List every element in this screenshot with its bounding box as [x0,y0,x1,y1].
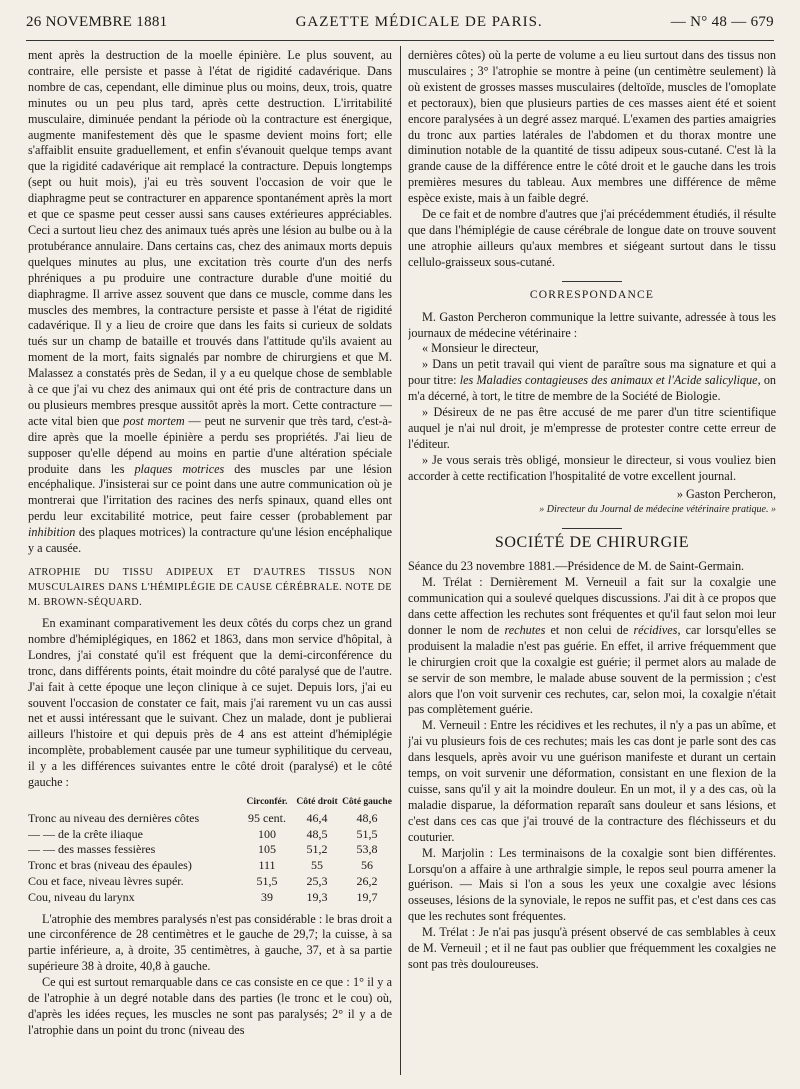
paragraph-atrophie-membres: L'atrophie des membres paralysés n'est pas considérable : le bras droit a une circonférence de 28 centimètres et le gauche de 29,7; la cuisse, à sa partie inférieure, a, à droite, 35 centimètres, à gauche, 37, et à sa partie supérieure 38 à droite, 40,8 à gauche. [28,911,392,974]
journal-title: GAZETTE MÉDICALE DE PARIS. [295,14,543,30]
table-row: — — de la crête iliaque 100 48,5 51,5 [28,826,378,841]
table-row: Tronc au niveau des dernières côtes 95 cent. 46,4 48,6 [28,810,378,825]
left-column [28,48,392,1079]
header-rule [26,40,774,41]
table-header-label [28,795,242,811]
section-title-correspondance: CORRESPONDANCE [529,288,655,301]
section-title-societe-chirurgie: SOCIÉTÉ DE CHIRURGIE [494,534,690,552]
paragraph-examen: En examinant comparativement les deux côtés du corps chez un grand nombre d'hémiplégiques, en 1862 et 1863, dans mon service d'hôpital, à Londres, j'ai constaté qu'il est fréquent que la demi-circonférence du tronc, dans différents points, était moindre du côté paralysé que de l'autre. J'ai fait à cette époque une leçon clinique à ce sujet. Depuis lors, j'ai eu souvent l'occasion de constater ce fait, mais j'ai rarement vu un cas aussi net et aussi intéressant que le suivant. Chez un malade, dont je publierai ailleurs l'histoire et qui depuis près de 4 ans est atteint d'hémiplégie incomplète, probablement causée par une tumeur syphilitique du cerveau, il y a les différences suivantes entre le côté droit (paralysé) et le côté gauche : [28,616,392,790]
paragraph-verneuil: M. Verneuil : Entre les récidives et les rechutes, il n'y a pas un abîme, et j'ai vu plusieurs fois de ces rechutes; mais les cas dont je parle sont des cas dans lesquels, après avoir vu une guérison manifeste et durant un certain temps, on voit survenir une déformation, consistant en une flexion de la cuisse, sans qu'il y ait la moindre douleur. En un mot, il y a des cas, où la maladie disparue, la déformation reparaît sans douleur et sans lésions, et c'est dans ces cas que j'ai trouvé de la contracture des fléchisseurs et du couturier. [408,718,776,844]
paragraph-conclusion: De ce fait et de nombre d'autres que j'ai précédemment étudiés, il résulte que dans l'hémiplégie de cause cérébrale de longue date on trouve souvent une atrophie ailleurs qu'aux membres et siégeant surtout dans le tissu cellulo-graisseux sous-cutané. [408,207,776,269]
section-rule [562,281,622,282]
paragraph-trelat: M. Trélat : Dernièrement M. Verneuil a fait sur la coxalgie une communication qui a soulevé quelques discussions. J'ai dit à ce propos que dans cette affection les rechutes sont fréquentes et qu'il faut selon moi leur donner le nom de rechutes et non celui de récidives, car lorsqu'elles se produisent la maladie n'est pas guérie. En effet, il arrive fréquemment que le chirurgien croit que la coxalgie est guérie; il permet alors au malade de se servir de son membre, le malade abuse souvent de la permission ; c'est alors que l'on voit survenir ces rechutes, car, selon moi, la coxalgie n'était pas complètement guérie. [408,575,776,717]
letter-paragraph: » Désireux de ne pas être accusé de me parer d'un titre scientifique auquel je n'ai nul droit, je m'empresse de protester contre cette erreur de l'éditeur. [408,405,776,451]
table-row: Cou, niveau du larynx 39 19,3 19,7 [28,889,378,904]
column-divider [400,46,401,1075]
paragraph-marjolin: M. Marjolin : Les terminaisons de la coxalgie sont bien différentes. Lorsqu'on a affaire à une arthralgie simple, le repos seul pourra amener la guérison. — Mais si l'on a sous les yeux une coxalgie avec lésions osseuses, lésions de la synoviale, le repos ne suffit pas, et c'est dans ces cas que les rechutes sont fréquentes. [408,845,776,924]
letter-salutation: « Monsieur le directeur, [422,341,539,356]
paragraph-remarquable: Ce qui est surtout remarquable dans ce cas consiste en ce que : 1° il y a de l'atrophie à un degré notable dans des parties (le tronc et le cou) où, d'après les idées reçues, les muscles ne sont pas paralysés; 2° il y a de l'atrophie dans un point du tronc (niveau des [28,975,392,1037]
header-issue-page: — N° 48 — 679 [670,14,774,30]
section-rule [562,528,622,529]
header-date: 26 NOVEMBRE 1881 [26,14,168,30]
letter-paragraph: » Dans un petit travail qui vient de paraître sous ma signature et qui a pour titre: les Maladies contagieuses des animaux et l'Acide salicylique, on m'a décerné, à tort, le titre de membre de la Société de Biologie. [408,357,776,404]
page-header [26,14,774,38]
table-row: — — des masses fessières 105 51,2 53,8 [28,842,378,857]
letter-signature-title: » Directeur du Journal de médecine vétérinaire pratique. » [539,504,776,516]
paragraph-contracture: ment après la destruction de la moelle épinière. Le plus souvent, au contraire, elle persiste et passe à l'état de rigidité cadavérique. Dans nombre de cas, cependant, elle diminue plus ou moins, deux, trois, quatre minutes ou un peu plus tard, après cette destruction. L'irritabilité musculaire, diminuée pendant la période où la contracture est énergique, augmente manifestement dès que le spasme devient moins fort; elle s'affaiblit ensuite graduellement, et enfin s'évanouit quelque temps avant que la rigidité cadavérique ait remplacé la contracture. Depuis longtemps (sept ou huit mois), j'ai eu très souvent l'occasion de voir que le diaphragme peut se contracturer en apparence spontanément après la mort et que ce spasme peut cesser aussi sans causes extérieures appréciables. Ceci a surtout lieu chez des animaux tués après une lésion au bulbe ou à la protubérance annulaire. Dans certains cas, chez des animaux morts depuis quelques minutes au plus, une excitation très courte d'un des nerfs phréniques a pu produire une contracture durable d'une moitié du diaphragme. Il arrive assez souvent que dans ce muscle, comme dans les muscles des membres, la contracture persiste et passe à l'état de rigidité cadavérique. Il y a lieu de croire que dans les faits si curieux de soldats tués sur un champ de bataille et trouvés dans l'attitude qu'ils avaient au moment de la mort, faits signalés par nombre de chirurgiens et que M. Malassez a constatés près de Sedan, il y a eu quelque chose de semblable à ce que j'ai vu chez des animaux qui ont été pris de contracture dans un ou plusieurs membres presque aussitôt après la mort. Cette contracture — acte vital bien que post mortem — peut ne survenir que très tard, c'est-à-dire après que la moelle épinière a perdu ses propriétés. J'ai lieu de supposer qu'elle dépend au moins en partie d'une altération spéciale produite dans les plaques motrices des muscles par une lésion encéphalique. J'insisterai sur ce point dans une autre communication où je montrerai que l'irritation des racines des nerfs spinaux, quand elles ont perdu leur excitabilité motrice, peut faire cesser (probablement par inhibition des plaques motrices) la contracture qu'une lésion encéphalique y a causée. [28,48,392,556]
seance-line: Séance du 23 novembre 1881.—Présidence de M. de Saint-Germain. [408,559,745,574]
letter-signature: » Gaston Percheron, [676,486,776,501]
letter-paragraph: » Je vous serais très obligé, monsieur le directeur, si vous vouliez bien accorder à cette rectification l'hospitalité de votre excellent journal. [408,452,776,483]
article-heading-atrophie: ATROPHIE DU TISSU ADIPEUX ET D'AUTRES TISSUS NON MUSCULAIRES DANS L'HÉMIPLÉGIE DE CAUSE CÉRÉBRALE. NOTE DE M. BROWN-SÉQUARD. [28,567,392,608]
measurements-table [28,795,392,906]
paragraph-correspondance-intro: M. Gaston Percheron communique la lettre suivante, adressée à tous les journaux de médecine vétérinaire : [408,309,776,340]
right-column [408,48,776,1079]
table-row: Tronc et bras (niveau des épaules) 111 55 56 [28,858,373,873]
table-header-cote-gauche: Côté gauche [342,796,392,807]
paragraph-continuation: dernières côtes) où la perte de volume a eu lieu surtout dans des tissus non musculaires ; 3° l'atrophie se montre à peine (un centimètre seulement) là où existent de grosses masses musculaires (deltoïde, muscles de l'omoplate et pectoraux), bien que plusieurs parties de ces masses aient été et soient encore paralysées à un degré assez marqué. L'examen des parties amaigries du tronc aux parties latérales de l'abdomen et du thorax montre une diminution notable de la quantité de tissu adipeux sous-cutané. C'est là la grande cause de la différence entre le côté droit et le gauche dans les trois premières mesures du tableau. Aux membres une différence de même espèce existe, mais à un faible degré. [408,48,776,206]
table-header-circonference: Circonfér. [246,796,288,807]
table-row: Cou et face, niveau lèvres supér. 51,5 25,3 26,2 [28,873,378,888]
table-header-cote-droit: Côté droit [296,796,338,807]
paragraph-trelat-2: M. Trélat : Je n'ai pas jusqu'à présent observé de cas semblables à ceux de M. Verneuil ; et il ne faut pas oublier que fréquemment les coxalgies ne sont pas très douloureuses. [408,925,776,971]
